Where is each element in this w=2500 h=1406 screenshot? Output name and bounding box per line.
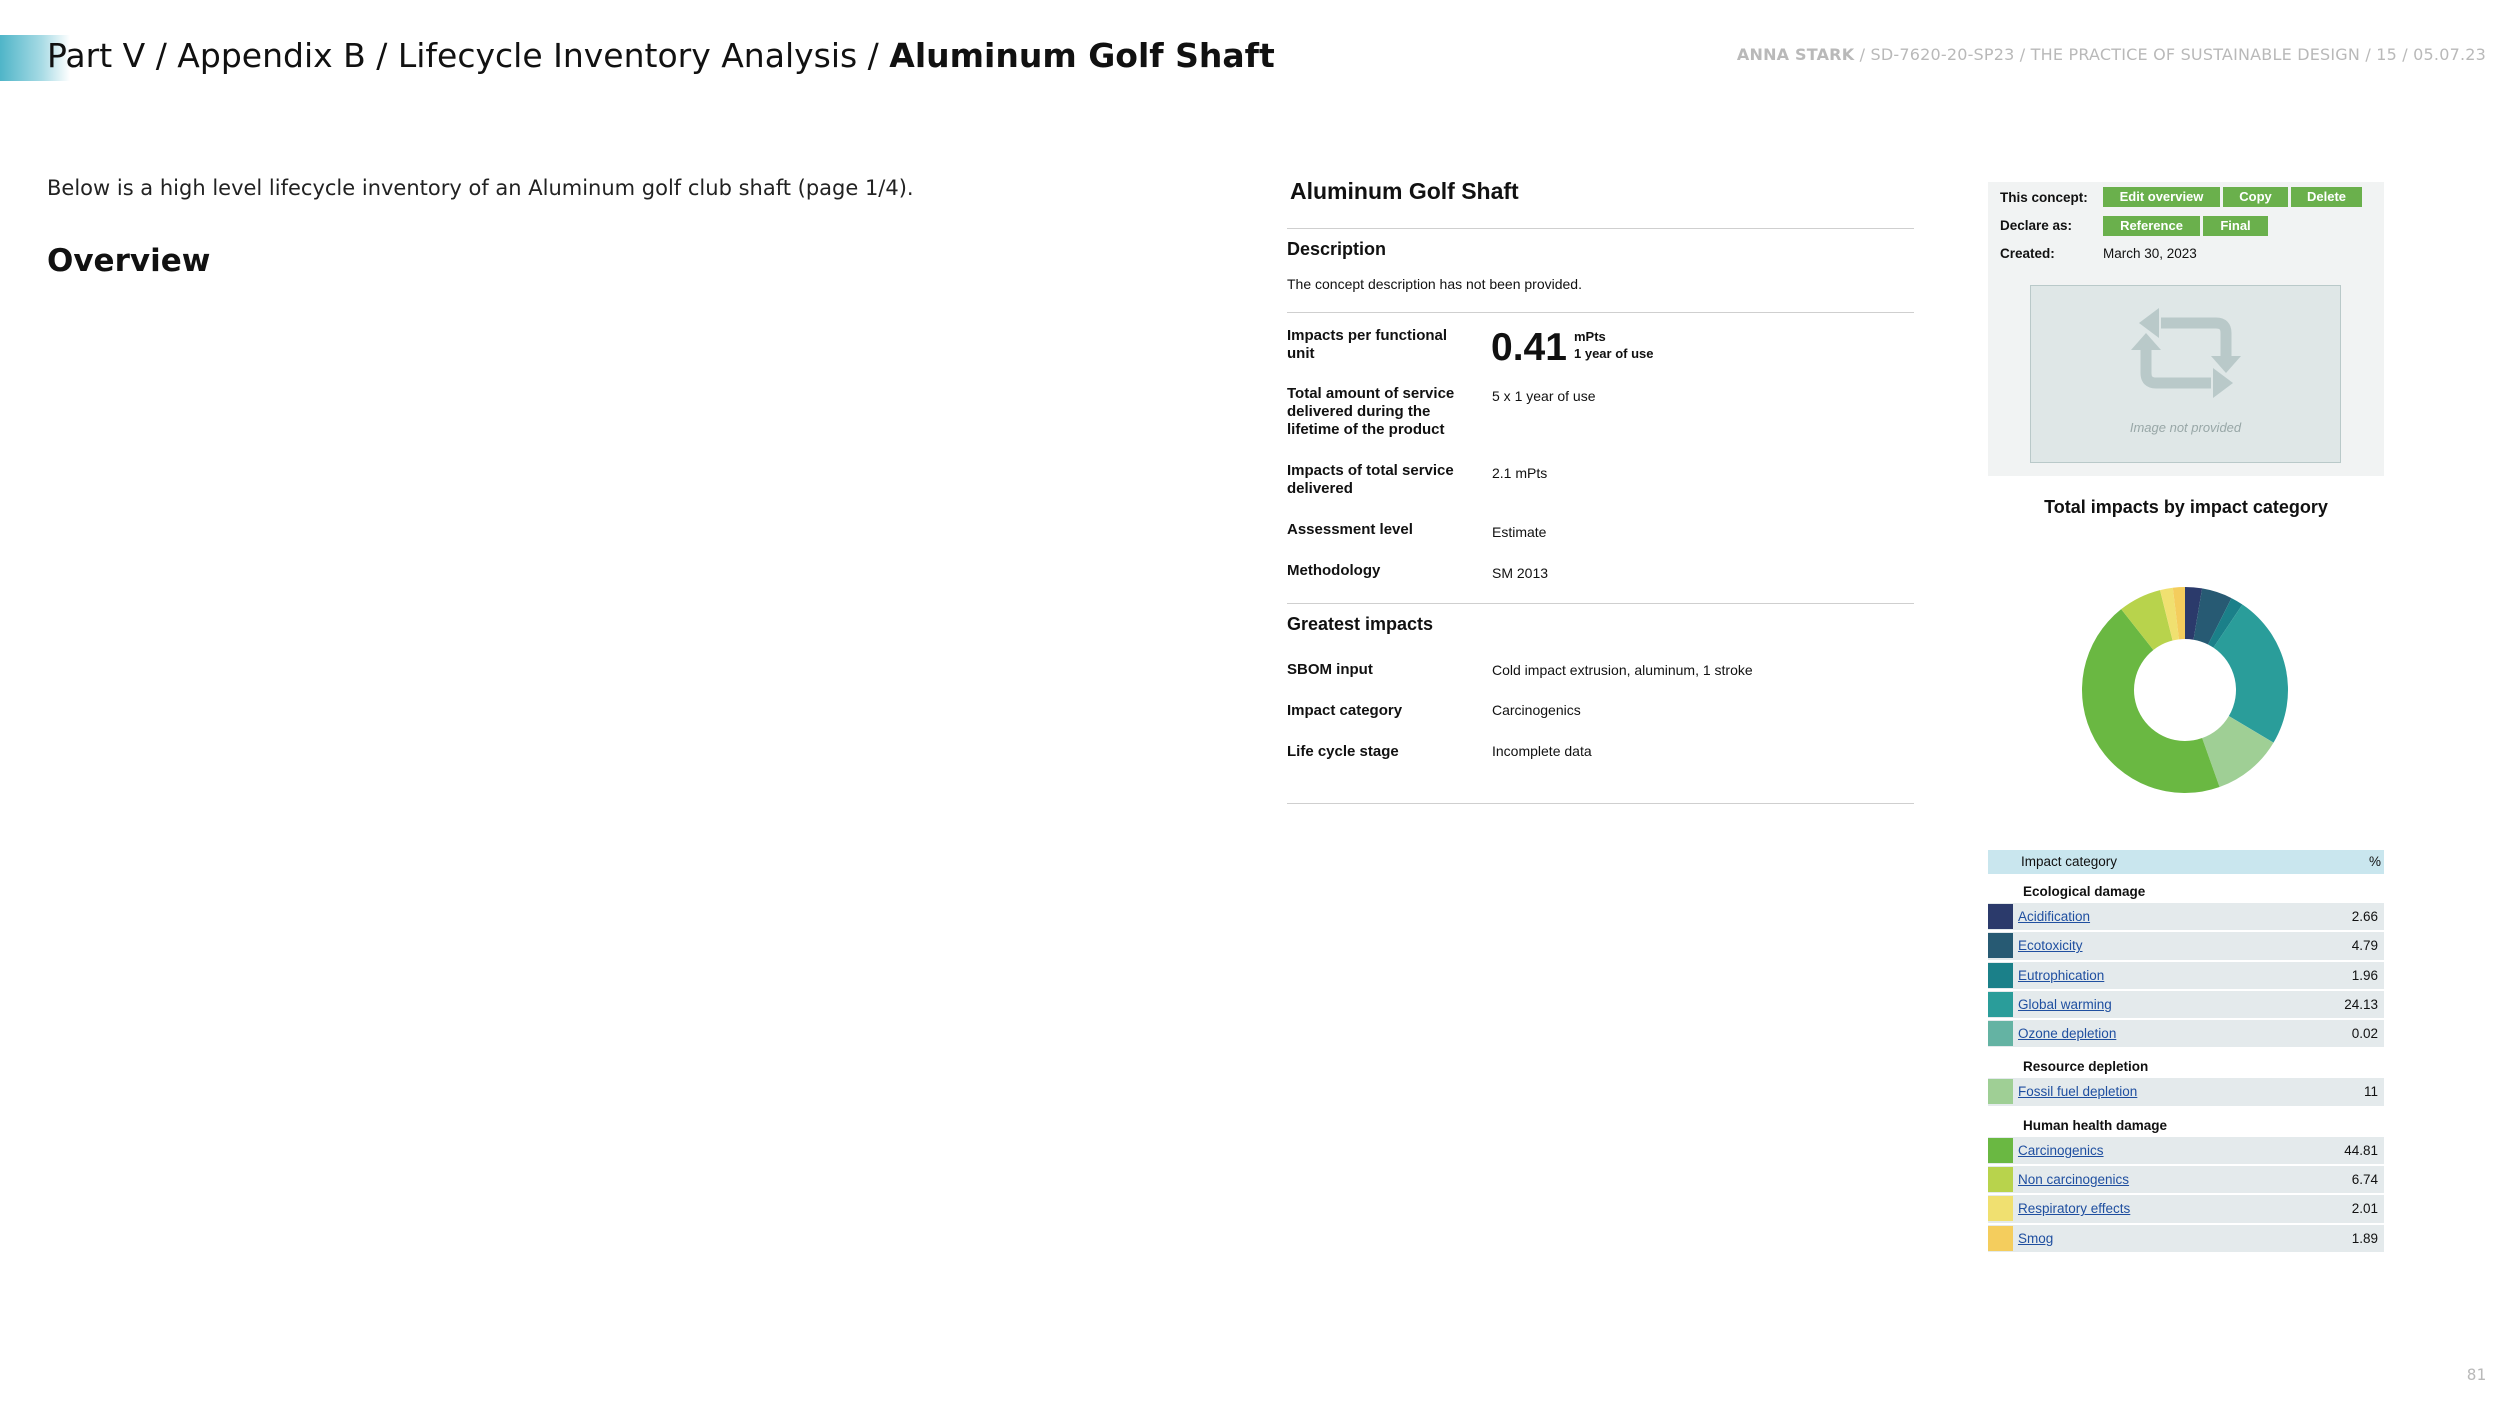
author-name: ANNA STARK (1736, 45, 1855, 64)
color-swatch (1988, 1021, 2013, 1046)
methodology-value: SM 2013 (1492, 565, 1549, 581)
table-row (1988, 932, 2384, 961)
impacts-unit: mPts (1574, 329, 1606, 344)
impacts-value: 0.41 (1491, 326, 1567, 369)
table-row (1988, 1166, 2384, 1195)
service-label: Total amount of service delivered during the lifetime of the product (1287, 385, 1455, 438)
sbom-value: Cold impact extrusion, aluminum, 1 stroke (1492, 662, 1753, 678)
final-button[interactable]: Final (2203, 216, 2268, 236)
divider (1287, 228, 1914, 229)
life-cycle-stage-value: Incomplete data (1492, 743, 1592, 759)
table-row (1988, 1195, 2384, 1224)
impact-category-link[interactable]: Fossil fuel depletion (2018, 1084, 2138, 1100)
impact-category-link[interactable]: Non carcinogenics (2018, 1172, 2130, 1188)
assessment-value: Estimate (1492, 524, 1547, 540)
impact-percent: 44.81 (2344, 1142, 2378, 1158)
divider (1287, 603, 1914, 604)
table-group-heading (1988, 1049, 2384, 1078)
meta-details: / SD-7620-20-SP23 / THE PRACTICE OF SUSTAINABLE DESIGN / 15 / 05.07.23 (1854, 45, 2486, 64)
edit-overview-button[interactable]: Edit overview (2103, 187, 2220, 207)
impacts-label: Impacts per functional unit (1287, 327, 1448, 362)
table-group-heading (1988, 1108, 2384, 1137)
table-row (1988, 1225, 2384, 1254)
table-row (1988, 903, 2384, 932)
assessment-label: Assessment level (1287, 521, 1413, 538)
color-swatch (1988, 992, 2013, 1017)
color-swatch (1988, 1196, 2013, 1221)
copy-button[interactable]: Copy (2223, 187, 2288, 207)
breadcrumb-current: Aluminum Golf Shaft (889, 36, 1275, 75)
impact-category-link[interactable]: Smog (2018, 1230, 2054, 1246)
color-swatch (1988, 933, 2013, 958)
declare-as-label: Declare as: (2000, 218, 2073, 233)
table-group-heading (1988, 874, 2384, 903)
delete-button[interactable]: Delete (2291, 187, 2362, 207)
impact-percent: 1.96 (2351, 967, 2378, 983)
impact-percent: 4.79 (2351, 938, 2378, 954)
section-title: Overview (47, 243, 211, 279)
impact-donut-chart (2080, 585, 2290, 795)
table-row (1988, 962, 2384, 991)
color-swatch (1988, 963, 2013, 988)
divider (1287, 803, 1914, 804)
group-label: Ecological damage (2023, 884, 2146, 899)
chart-title: Total impacts by impact category (2044, 497, 2328, 517)
concept-title: Aluminum Golf Shaft (1290, 178, 1519, 204)
created-label: Created: (2000, 246, 2055, 261)
table-header (1988, 850, 2384, 874)
table-row (1988, 1137, 2384, 1166)
intro-text: Below is a high level lifecycle inventory of an Aluminum golf club shaft (page 1/4). (47, 176, 914, 200)
this-concept-label: This concept: (2000, 190, 2088, 205)
impact-category-link[interactable]: Ecotoxicity (2018, 938, 2083, 954)
breadcrumb-path: Part V / Appendix B / Lifecycle Inventory Analysis / (47, 36, 890, 75)
impact-percent: 2.01 (2351, 1201, 2378, 1217)
concept-image-placeholder (2030, 285, 2341, 463)
breadcrumb (47, 36, 1275, 75)
impact-category-table (1988, 850, 2384, 1254)
color-swatch (1988, 1079, 2013, 1104)
description-text: The concept description has not been provided. (1287, 276, 1582, 292)
impact-category-link[interactable]: Respiratory effects (2018, 1201, 2131, 1217)
impact-percent: 11 (2363, 1084, 2378, 1100)
impact-category-link[interactable]: Acidification (2018, 909, 2091, 924)
divider (1287, 312, 1914, 313)
created-date: March 30, 2023 (2103, 246, 2197, 261)
column-header-category: Impact category (2021, 854, 2118, 869)
group-label: Human health damage (2023, 1117, 2168, 1133)
column-header-percent: % (2368, 854, 2381, 869)
impacts-units (1574, 328, 1654, 362)
greatest-impacts-heading: Greatest impacts (1287, 614, 1434, 634)
impact-category-value: Carcinogenics (1492, 702, 1581, 718)
impact-percent: 24.13 (2344, 996, 2378, 1012)
page-number: 81 (2466, 1365, 2486, 1384)
document-meta (1737, 45, 2486, 64)
color-swatch (1988, 1167, 2013, 1192)
life-cycle-stage-label: Life cycle stage (1287, 743, 1399, 760)
sbom-label: SBOM input (1287, 661, 1373, 678)
impact-category-link[interactable]: Carcinogenics (2018, 1142, 2104, 1158)
impact-percent: 2.66 (2351, 909, 2378, 924)
impact-category-link[interactable]: Global warming (2018, 996, 2112, 1012)
total-impacts-label: Impacts of total service delivered (1287, 462, 1454, 497)
impact-percent: 1.89 (2351, 1230, 2378, 1246)
total-impacts-value: 2.1 mPts (1492, 465, 1548, 481)
table-row (1988, 1078, 2384, 1107)
color-swatch (1988, 1138, 2013, 1163)
image-placeholder-text: Image not provided (2129, 420, 2242, 435)
description-heading: Description (1287, 239, 1387, 259)
reference-button[interactable]: Reference (2103, 216, 2200, 236)
refresh-icon (2121, 298, 2251, 408)
impact-category-label: Impact category (1287, 702, 1403, 719)
methodology-label: Methodology (1287, 562, 1381, 579)
color-swatch (1988, 1226, 2013, 1251)
impacts-functional-unit: 1 year of use (1574, 346, 1654, 361)
impact-percent: 0.02 (2351, 1026, 2378, 1042)
group-label: Resource depletion (2023, 1059, 2149, 1075)
impact-category-link[interactable]: Eutrophication (2018, 967, 2105, 983)
impact-category-link[interactable]: Ozone depletion (2018, 1026, 2117, 1042)
impact-percent: 6.74 (2351, 1172, 2378, 1188)
service-value: 5 x 1 year of use (1492, 388, 1596, 404)
table-row (1988, 1020, 2384, 1049)
table-row (1988, 991, 2384, 1020)
color-swatch (1988, 904, 2013, 929)
